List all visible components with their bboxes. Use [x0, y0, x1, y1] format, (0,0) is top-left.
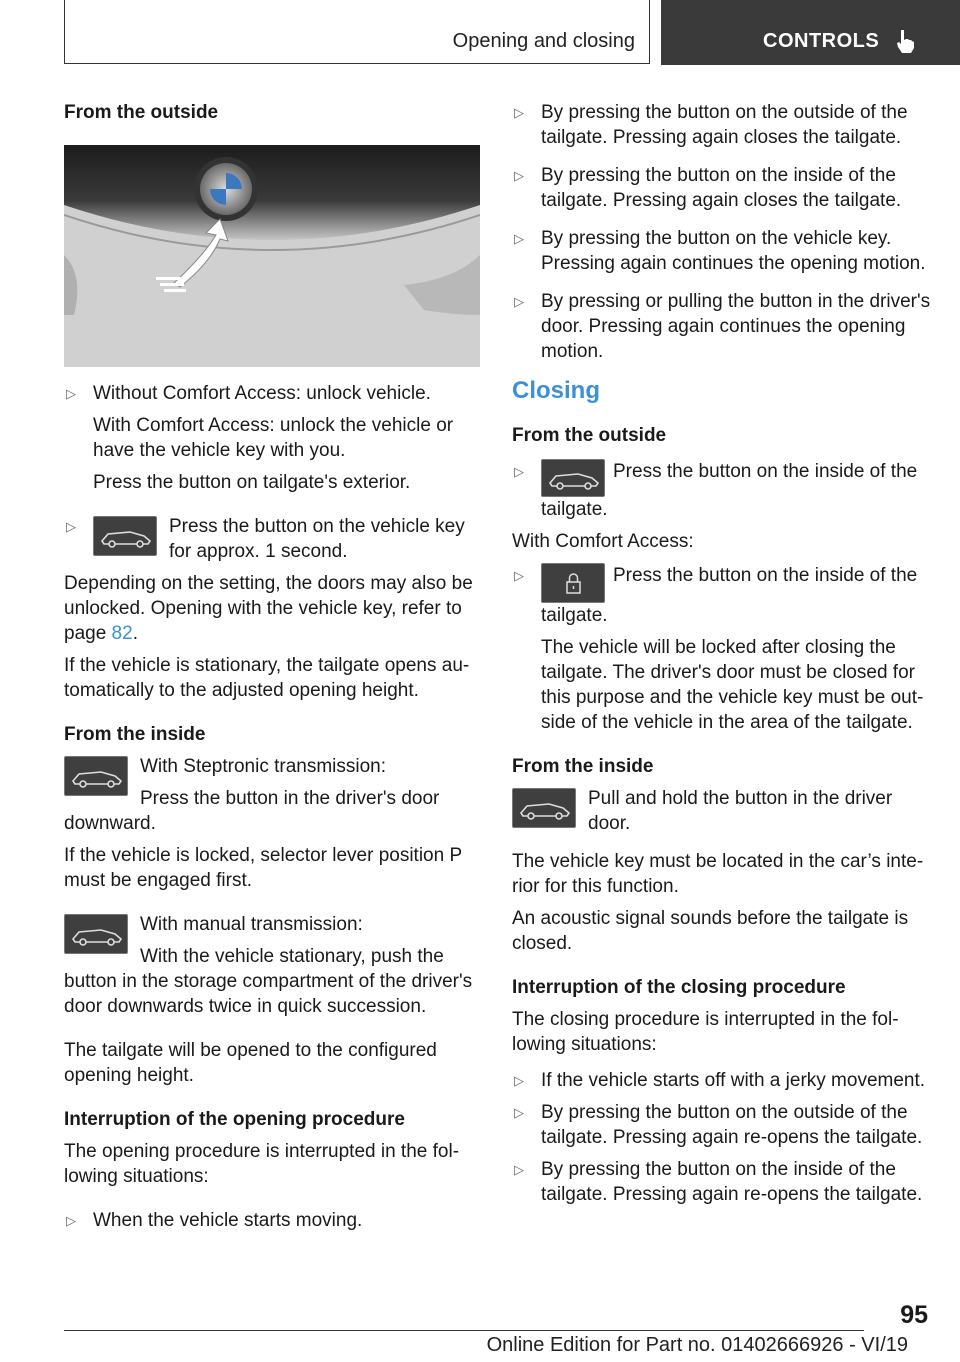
section-tab [64, 0, 650, 64]
triangle-right-icon: ▷ [514, 568, 524, 583]
list-item: ▷ By pressing the button on the outside of the tailgate. Pressing again re-opens the tailgate. [514, 1102, 923, 1148]
paragraph: If the vehicle is stationary, the tailgate opens automatically to the adjusted opening height. [64, 655, 470, 701]
chapter-tab [661, 0, 960, 65]
list-item: ▷ By pressing the button on the vehicle key. Pressing again continues the opening motion. [514, 228, 926, 274]
paragraph: The opening procedure is interrupted in the following situations: [64, 1141, 460, 1187]
triangle-right-icon: ▷ [514, 231, 524, 246]
list-item: ▷ By pressing or pulling the button in the driver's door. Pressing again continues the opening motion. [514, 291, 931, 362]
paragraph: With Comfort Access: [512, 531, 694, 552]
list-item: ▷ By pressing the button on the inside of the tailgate. Pressing again closes the tailgate. [514, 165, 902, 211]
section-title: Opening and closing [452, 30, 635, 52]
heading-from-inside: From the inside [512, 756, 654, 777]
left-column [64, 100, 484, 1240]
heading-interrupt-closing: Interruption of the closing procedure [512, 977, 846, 998]
inside-close-block: Pull and hold the button in the driver door. [512, 786, 932, 843]
paragraph: The vehicle key must be located in the car’s interior for this function. [512, 851, 924, 897]
list-item: ▷ If the vehicle starts off with a jerky movement. [514, 1070, 926, 1091]
car-tailgate-icon [64, 756, 128, 796]
edition-text: Online Edition for Part no. 01402666926 - VI/19 [486, 1334, 908, 1356]
footer-divider [64, 1330, 864, 1331]
page-header [64, 0, 960, 65]
heading-interrupt-opening: Interruption of the opening procedure [64, 1109, 405, 1130]
triangle-right-icon: ▷ [514, 1162, 524, 1177]
chapter-title: CONTROLS [763, 30, 880, 52]
triangle-right-icon: ▷ [514, 464, 524, 479]
car-tailgate-icon [512, 788, 576, 828]
triangle-right-icon: ▷ [514, 1073, 524, 1088]
paragraph: An acoustic signal sounds before the tailgate is closed. [512, 908, 909, 954]
page-number: 95 [900, 1301, 928, 1329]
list-item: ▷ Without Comfort Access: unlock vehicle. With Comfort Access: unlock the vehicle or have the vehicle key with you. Press the button on tailgate's exterior. [66, 383, 454, 493]
pointing-hand-icon [895, 28, 917, 54]
car-tailgate-icon [541, 459, 605, 497]
paragraph: The closing procedure is interrupted in the following situations: [512, 1009, 899, 1055]
car-tailgate-icon [64, 914, 128, 954]
triangle-right-icon: ▷ [514, 105, 524, 120]
triangle-right-icon: ▷ [66, 519, 76, 534]
heading-closing: Closing [512, 377, 600, 404]
list-item: ▷ Press the button on the vehicle key for approx. 1 second. [66, 516, 465, 562]
list-item: ▷ Press the button on the inside of the tailgate. The vehicle will be locked after closing the tailgate. The driver's door must be closed for this purpose and the vehicle key must be outside of the vehicle in the area of the tailgate. [514, 565, 924, 733]
tailgate-button-photo [64, 145, 480, 367]
list-item: ▷ By pressing the button on the outside of the tailgate. Pressing again closes the tailgate. [514, 102, 908, 148]
lock-icon [541, 563, 605, 603]
page-reference-link[interactable]: 82 [111, 623, 133, 644]
steptronic-block: With Steptronic transmission: Press the button in the driver's door downward. [64, 756, 440, 834]
list-item: ▷ By pressing the button on the inside of the tailgate. Pressing again re-opens the tailgate. [514, 1159, 923, 1205]
triangle-right-icon: ▷ [66, 386, 76, 401]
list-item: ▷ Press the button on the inside of the tailgate. [514, 461, 918, 520]
heading-from-outside: From the outside [64, 102, 219, 123]
manual-block: With manual transmission: With the vehicle stationary, push the button in the storage compartment of the driver's door downwards twice in quick succession. [64, 914, 473, 1017]
triangle-right-icon: ▷ [66, 1213, 76, 1228]
paragraph: The tailgate will be opened to the configured opening height. [64, 1040, 437, 1086]
triangle-right-icon: ▷ [514, 1105, 524, 1120]
right-column [512, 100, 932, 1214]
heading-from-inside: From the inside [64, 724, 206, 745]
car-tailgate-icon [93, 516, 157, 556]
paragraph: If the vehicle is locked, selector lever position P must be engaged first. [64, 845, 462, 891]
heading-from-outside: From the outside [512, 425, 667, 446]
list-item: ▷ When the vehicle starts moving. [66, 1210, 363, 1231]
paragraph: Depending on the setting, the doors may also be unlocked. Opening with the vehicle key, refer to page 82. [64, 573, 473, 644]
triangle-right-icon: ▷ [514, 294, 524, 309]
triangle-right-icon: ▷ [514, 168, 524, 183]
